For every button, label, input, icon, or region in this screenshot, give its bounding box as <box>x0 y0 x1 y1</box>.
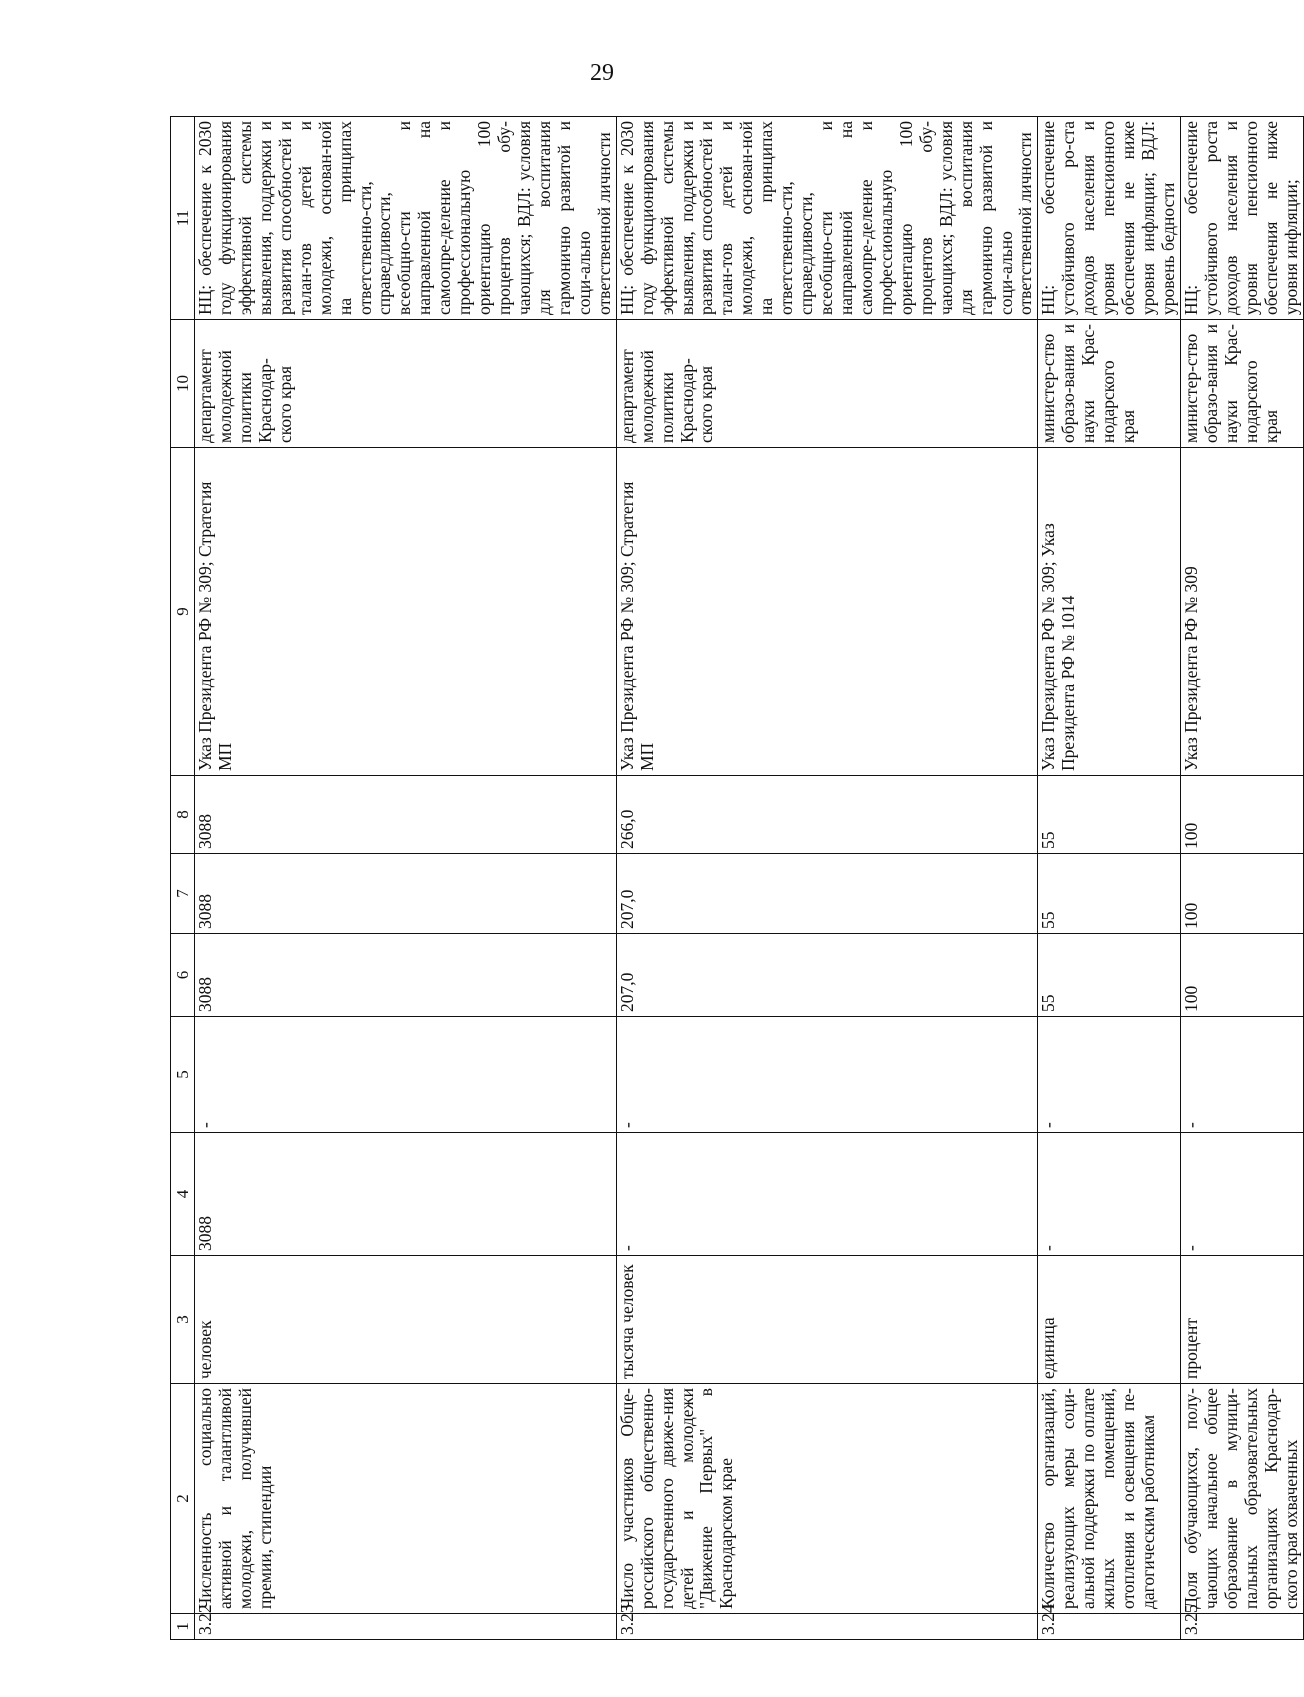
table-cell-col-9: Указ Президента РФ № 309; Стратегия МП <box>195 448 617 776</box>
column-header-8: 8 <box>171 776 195 854</box>
table-cell-col-5: - <box>1038 1017 1181 1133</box>
table-cell-col-11: НЦ: обеспечение устойчивого ро-ста доходов населения и уровня пенсионного обеспечения не ниже уровня инфляции; ВДЛ: уровень бедности <box>1038 117 1181 320</box>
table-cell-col-1: 3.23 <box>616 1614 1038 1640</box>
table-cell-col-2: Доля обучающихся, полу-чающих начальное общее образование в муници-пальных образовательных организациях Краснодар-ского края охваченных <box>1180 1384 1303 1614</box>
table-cell-col-6: 207,0 <box>616 934 1038 1017</box>
table-cell-col-6: 55 <box>1038 934 1181 1017</box>
table-cell-col-10: министер-ство образо-вания и науки Крас-нодарского края <box>1180 320 1303 448</box>
table-cell-col-5: - <box>616 1017 1038 1133</box>
header-row <box>171 117 195 1640</box>
table-cell-col-10: департамент молодежной политики Краснодар-ского края <box>195 320 617 448</box>
column-header-7: 7 <box>171 854 195 934</box>
table-cell-col-8: 100 <box>1180 776 1303 854</box>
indicator-table <box>170 116 1304 1640</box>
table-cell-col-3: процент <box>1180 1256 1303 1384</box>
table-row <box>616 117 1038 1640</box>
column-header-4: 4 <box>171 1133 195 1256</box>
column-header-9: 9 <box>171 448 195 776</box>
table-cell-col-3: единица <box>1038 1256 1181 1384</box>
table-cell-col-7: 207,0 <box>616 854 1038 934</box>
column-header-10: 10 <box>171 320 195 448</box>
table-cell-col-11: НЦ: обеспечение устойчивого роста доходов населения и уровня пенсионного обеспечения не ниже уровня инфляции; <box>1180 117 1303 320</box>
table-row <box>1180 117 1303 1640</box>
table-cell-col-7: 3088 <box>195 854 617 934</box>
column-header-2: 2 <box>171 1384 195 1614</box>
table-cell-col-6: 3088 <box>195 934 617 1017</box>
column-header-11: 11 <box>171 117 195 320</box>
table-cell-col-2: Число участников Обще-российского общественно-государственного движе-ния детей и молодежи "Движение Первых" в Краснодарском крае <box>616 1384 1038 1614</box>
column-header-6: 6 <box>171 934 195 1017</box>
table-cell-col-1: 3.25 <box>1180 1614 1303 1640</box>
table-cell-col-10: департамент молодежной политики Краснодар-ского края <box>616 320 1038 448</box>
table-cell-col-6: 100 <box>1180 934 1303 1017</box>
table-cell-col-4: - <box>1180 1133 1303 1256</box>
table-cell-col-11: НЦ: обеспечение к 2030 году функционирования эффективной системы выявления, поддержки и развития способностей и талан-тов детей и молодежи, основан-ной на принципах ответственно-сти, справедливости, всеобщно-сти и направленной на самоопре-деление и профессиональную ориентацию 100 процентов обу-чающихся; ВДЛ: условия для воспитания гармонично развитой и соци-ально ответственной личности <box>616 117 1038 320</box>
table-cell-col-5: - <box>1180 1017 1303 1133</box>
table-cell-col-2: Численность социально активной и талантливой молодежи, получившей премии, стипендии <box>195 1384 617 1614</box>
table-cell-col-3: человек <box>195 1256 617 1384</box>
table-cell-col-1: 3.22 <box>195 1614 617 1640</box>
table-cell-col-7: 55 <box>1038 854 1181 934</box>
column-header-1: 1 <box>171 1614 195 1640</box>
table-cell-col-4: 3088 <box>195 1133 617 1256</box>
table-cell-col-5: - <box>195 1017 617 1133</box>
table-row <box>195 117 617 1640</box>
table-cell-col-9: Указ Президента РФ № 309; Стратегия МП <box>616 448 1038 776</box>
table-cell-col-9: Указ Президента РФ № 309 <box>1180 448 1303 776</box>
table-cell-col-7: 100 <box>1180 854 1303 934</box>
table-cell-col-2: Количество организаций, реализующих меры соци-альной поддержки по оплате жилых помещений, отопления и освещения пе-дагогическим работникам <box>1038 1384 1181 1614</box>
indicator-table-rotated <box>170 117 1301 1640</box>
table-cell-col-3: тысяча человек <box>616 1256 1038 1384</box>
table-cell-col-8: 266,0 <box>616 776 1038 854</box>
page-number: 29 <box>590 60 614 86</box>
column-header-3: 3 <box>171 1256 195 1384</box>
table-cell-col-11: НЦ: обеспечение к 2030 году функционирования эффективной системы выявления, поддержки и развития способностей и талан-тов детей и молодежи, основан-ной на принципах ответственно-сти, справедливости, всеобщно-сти и направленной на самоопре-деление и профессиональную ориентацию 100 процентов обу-чающихся; ВДЛ: условия для воспитания гармонично развитой и соци-ально ответственной личности <box>195 117 617 320</box>
table-cell-col-1: 3.24 <box>1038 1614 1181 1640</box>
column-header-5: 5 <box>171 1017 195 1133</box>
table-cell-col-9: Указ Президента РФ № 309; Указ Президента РФ № 1014 <box>1038 448 1181 776</box>
table-cell-col-8: 3088 <box>195 776 617 854</box>
table-cell-col-10: министер-ство образо-вания и науки Крас-нодарского края <box>1038 320 1181 448</box>
table-cell-col-4: - <box>616 1133 1038 1256</box>
table-cell-col-8: 55 <box>1038 776 1181 854</box>
table-cell-col-4: - <box>1038 1133 1181 1256</box>
table-row <box>1038 117 1181 1640</box>
